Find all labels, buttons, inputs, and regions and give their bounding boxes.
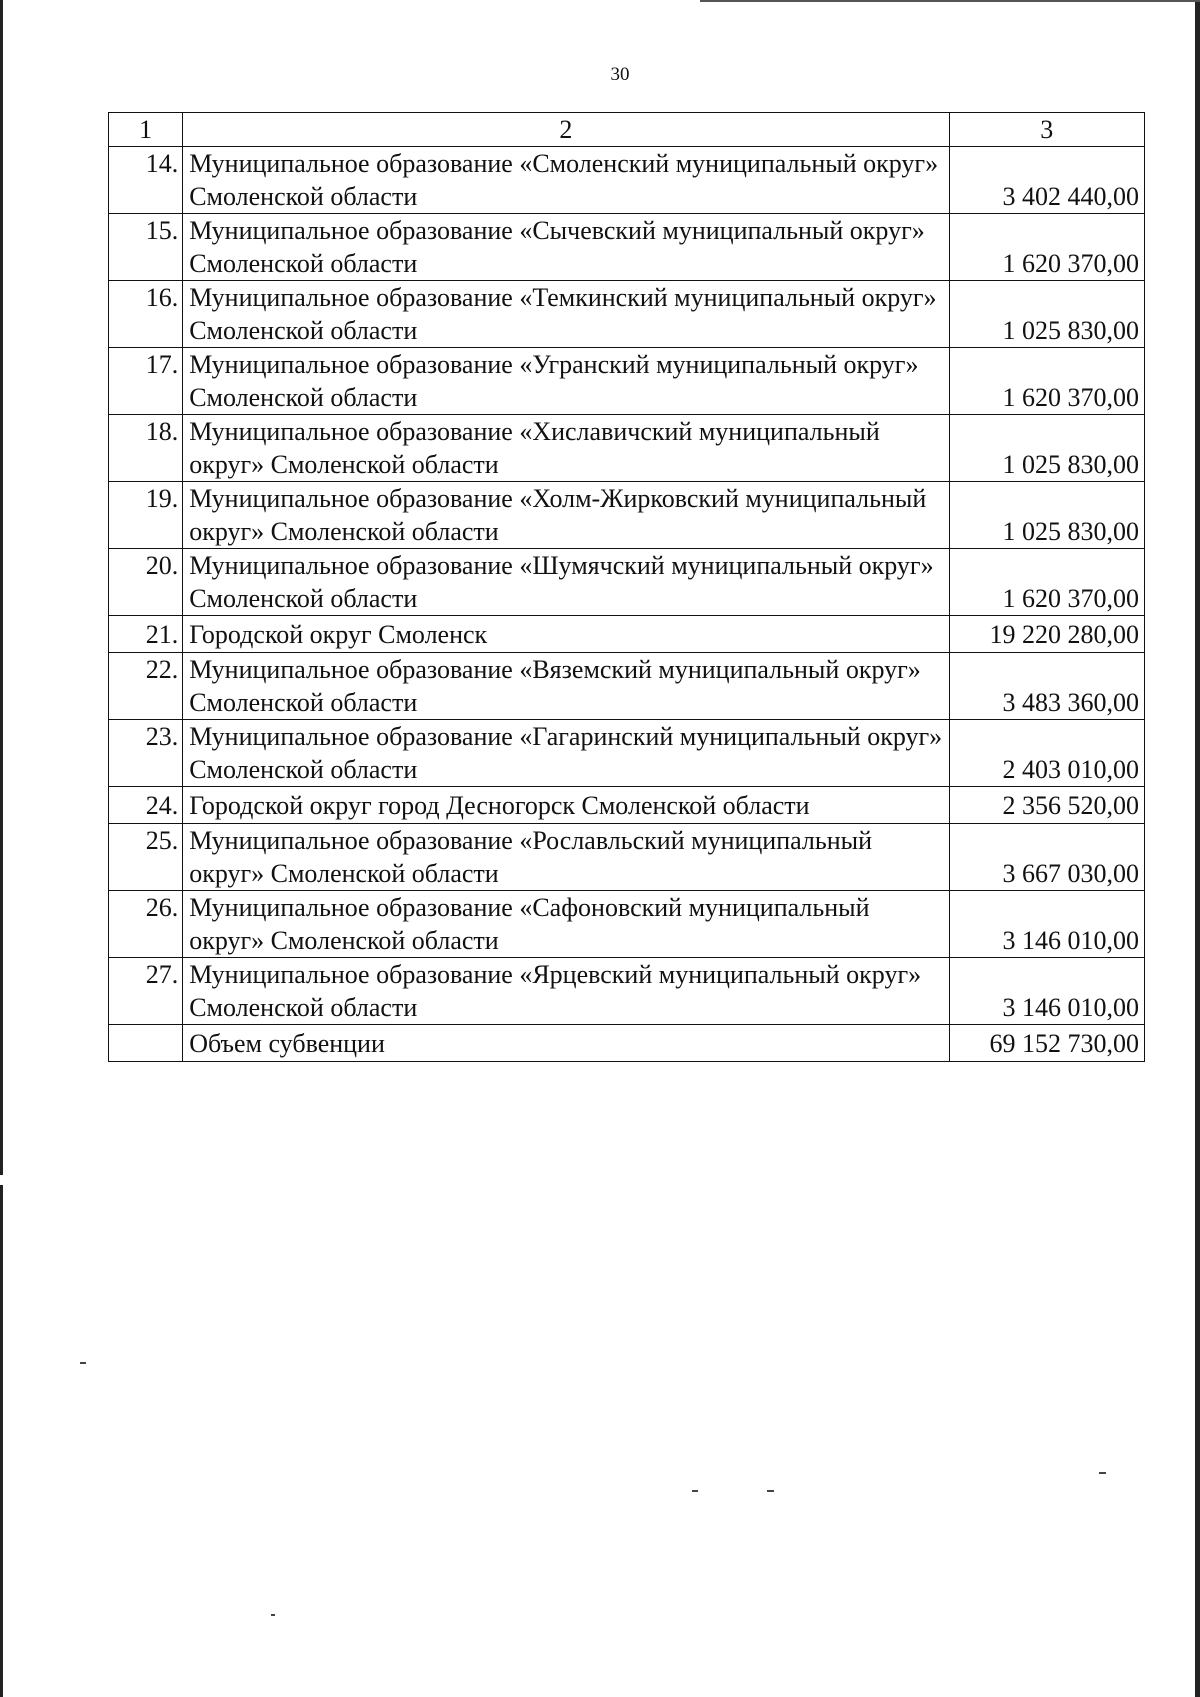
row-number: 17.	[109, 348, 183, 415]
row-amount: 1 025 830,00	[949, 281, 1144, 348]
row-name: Городской округ город Десногорск Смоленской области	[183, 787, 949, 824]
header-cell-3: 3	[949, 113, 1144, 147]
table-row	[109, 348, 1145, 415]
header-cell-2: 2	[183, 113, 949, 147]
scan-edge-gap	[0, 1175, 3, 1185]
row-name: Муниципальное образование «Сафоновский муниципальный округ» Смоленской области	[183, 891, 949, 958]
total-label: Объем субвенции	[183, 1025, 949, 1062]
row-amount: 1 025 830,00	[949, 482, 1144, 549]
row-name: Муниципальное образование «Смоленский муниципальный округ» Смоленской области	[183, 147, 949, 214]
table-row	[109, 787, 1145, 824]
scan-speck	[271, 1614, 275, 1616]
row-amount: 3 483 360,00	[949, 653, 1144, 720]
subsidy-table	[108, 112, 1145, 1062]
table-row	[109, 214, 1145, 281]
row-name: Муниципальное образование «Рославльский муниципальный округ» Смоленской области	[183, 824, 949, 891]
row-number: 21.	[109, 616, 183, 653]
table-row	[109, 482, 1145, 549]
table-row	[109, 147, 1145, 214]
row-number: 27.	[109, 958, 183, 1025]
table-row	[109, 549, 1145, 616]
scan-speck	[1099, 1472, 1106, 1474]
row-amount: 3 146 010,00	[949, 891, 1144, 958]
row-number: 19.	[109, 482, 183, 549]
row-name: Муниципальное образование «Вяземский муниципальный округ» Смоленской области	[183, 653, 949, 720]
table-row	[109, 720, 1145, 787]
row-amount: 3 146 010,00	[949, 958, 1144, 1025]
row-amount: 1 620 370,00	[949, 549, 1144, 616]
row-name: Муниципальное образование «Угранский муниципальный округ» Смоленской области	[183, 348, 949, 415]
row-number: 15.	[109, 214, 183, 281]
row-amount: 1 620 370,00	[949, 214, 1144, 281]
table-row	[109, 891, 1145, 958]
row-name: Муниципальное образование «Холм-Жирковский муниципальный округ» Смоленской области	[183, 482, 949, 549]
row-amount: 1 620 370,00	[949, 348, 1144, 415]
table-row	[109, 958, 1145, 1025]
total-number	[109, 1025, 183, 1062]
page-number: 30	[610, 64, 630, 85]
scan-speck	[692, 1490, 698, 1492]
row-amount: 2 403 010,00	[949, 720, 1144, 787]
scan-edge	[700, 0, 1200, 2]
table-row	[109, 616, 1145, 653]
row-name: Муниципальное образование «Хиславичский муниципальный округ» Смоленской области	[183, 415, 949, 482]
row-name: Муниципальное образование «Сычевский муниципальный округ» Смоленской области	[183, 214, 949, 281]
row-number: 24.	[109, 787, 183, 824]
row-name: Городской округ Смоленск	[183, 616, 949, 653]
header-cell-1: 1	[109, 113, 183, 147]
table-row	[109, 824, 1145, 891]
row-number: 26.	[109, 891, 183, 958]
scan-speck	[767, 1490, 774, 1492]
row-amount: 2 356 520,00	[949, 787, 1144, 824]
row-number: 16.	[109, 281, 183, 348]
scan-edge	[0, 0, 3, 1697]
table-row	[109, 653, 1145, 720]
row-number: 18.	[109, 415, 183, 482]
row-number: 23.	[109, 720, 183, 787]
scan-speck	[80, 1362, 86, 1364]
scan-edge	[1195, 0, 1200, 1697]
row-name: Муниципальное образование «Шумячский муниципальный округ» Смоленской области	[183, 549, 949, 616]
row-number: 25.	[109, 824, 183, 891]
row-number: 20.	[109, 549, 183, 616]
row-name: Муниципальное образование «Ярцевский муниципальный округ» Смоленской области	[183, 958, 949, 1025]
total-row	[109, 1025, 1145, 1062]
row-amount: 19 220 280,00	[949, 616, 1144, 653]
table-header-row	[109, 113, 1145, 147]
row-amount: 1 025 830,00	[949, 415, 1144, 482]
row-number: 14.	[109, 147, 183, 214]
total-amount: 69 152 730,00	[949, 1025, 1144, 1062]
row-name: Муниципальное образование «Гагаринский муниципальный округ» Смоленской области	[183, 720, 949, 787]
table-row	[109, 415, 1145, 482]
row-amount: 3 402 440,00	[949, 147, 1144, 214]
row-name: Муниципальное образование «Темкинский муниципальный округ» Смоленской области	[183, 281, 949, 348]
row-number: 22.	[109, 653, 183, 720]
table-row	[109, 281, 1145, 348]
row-amount: 3 667 030,00	[949, 824, 1144, 891]
